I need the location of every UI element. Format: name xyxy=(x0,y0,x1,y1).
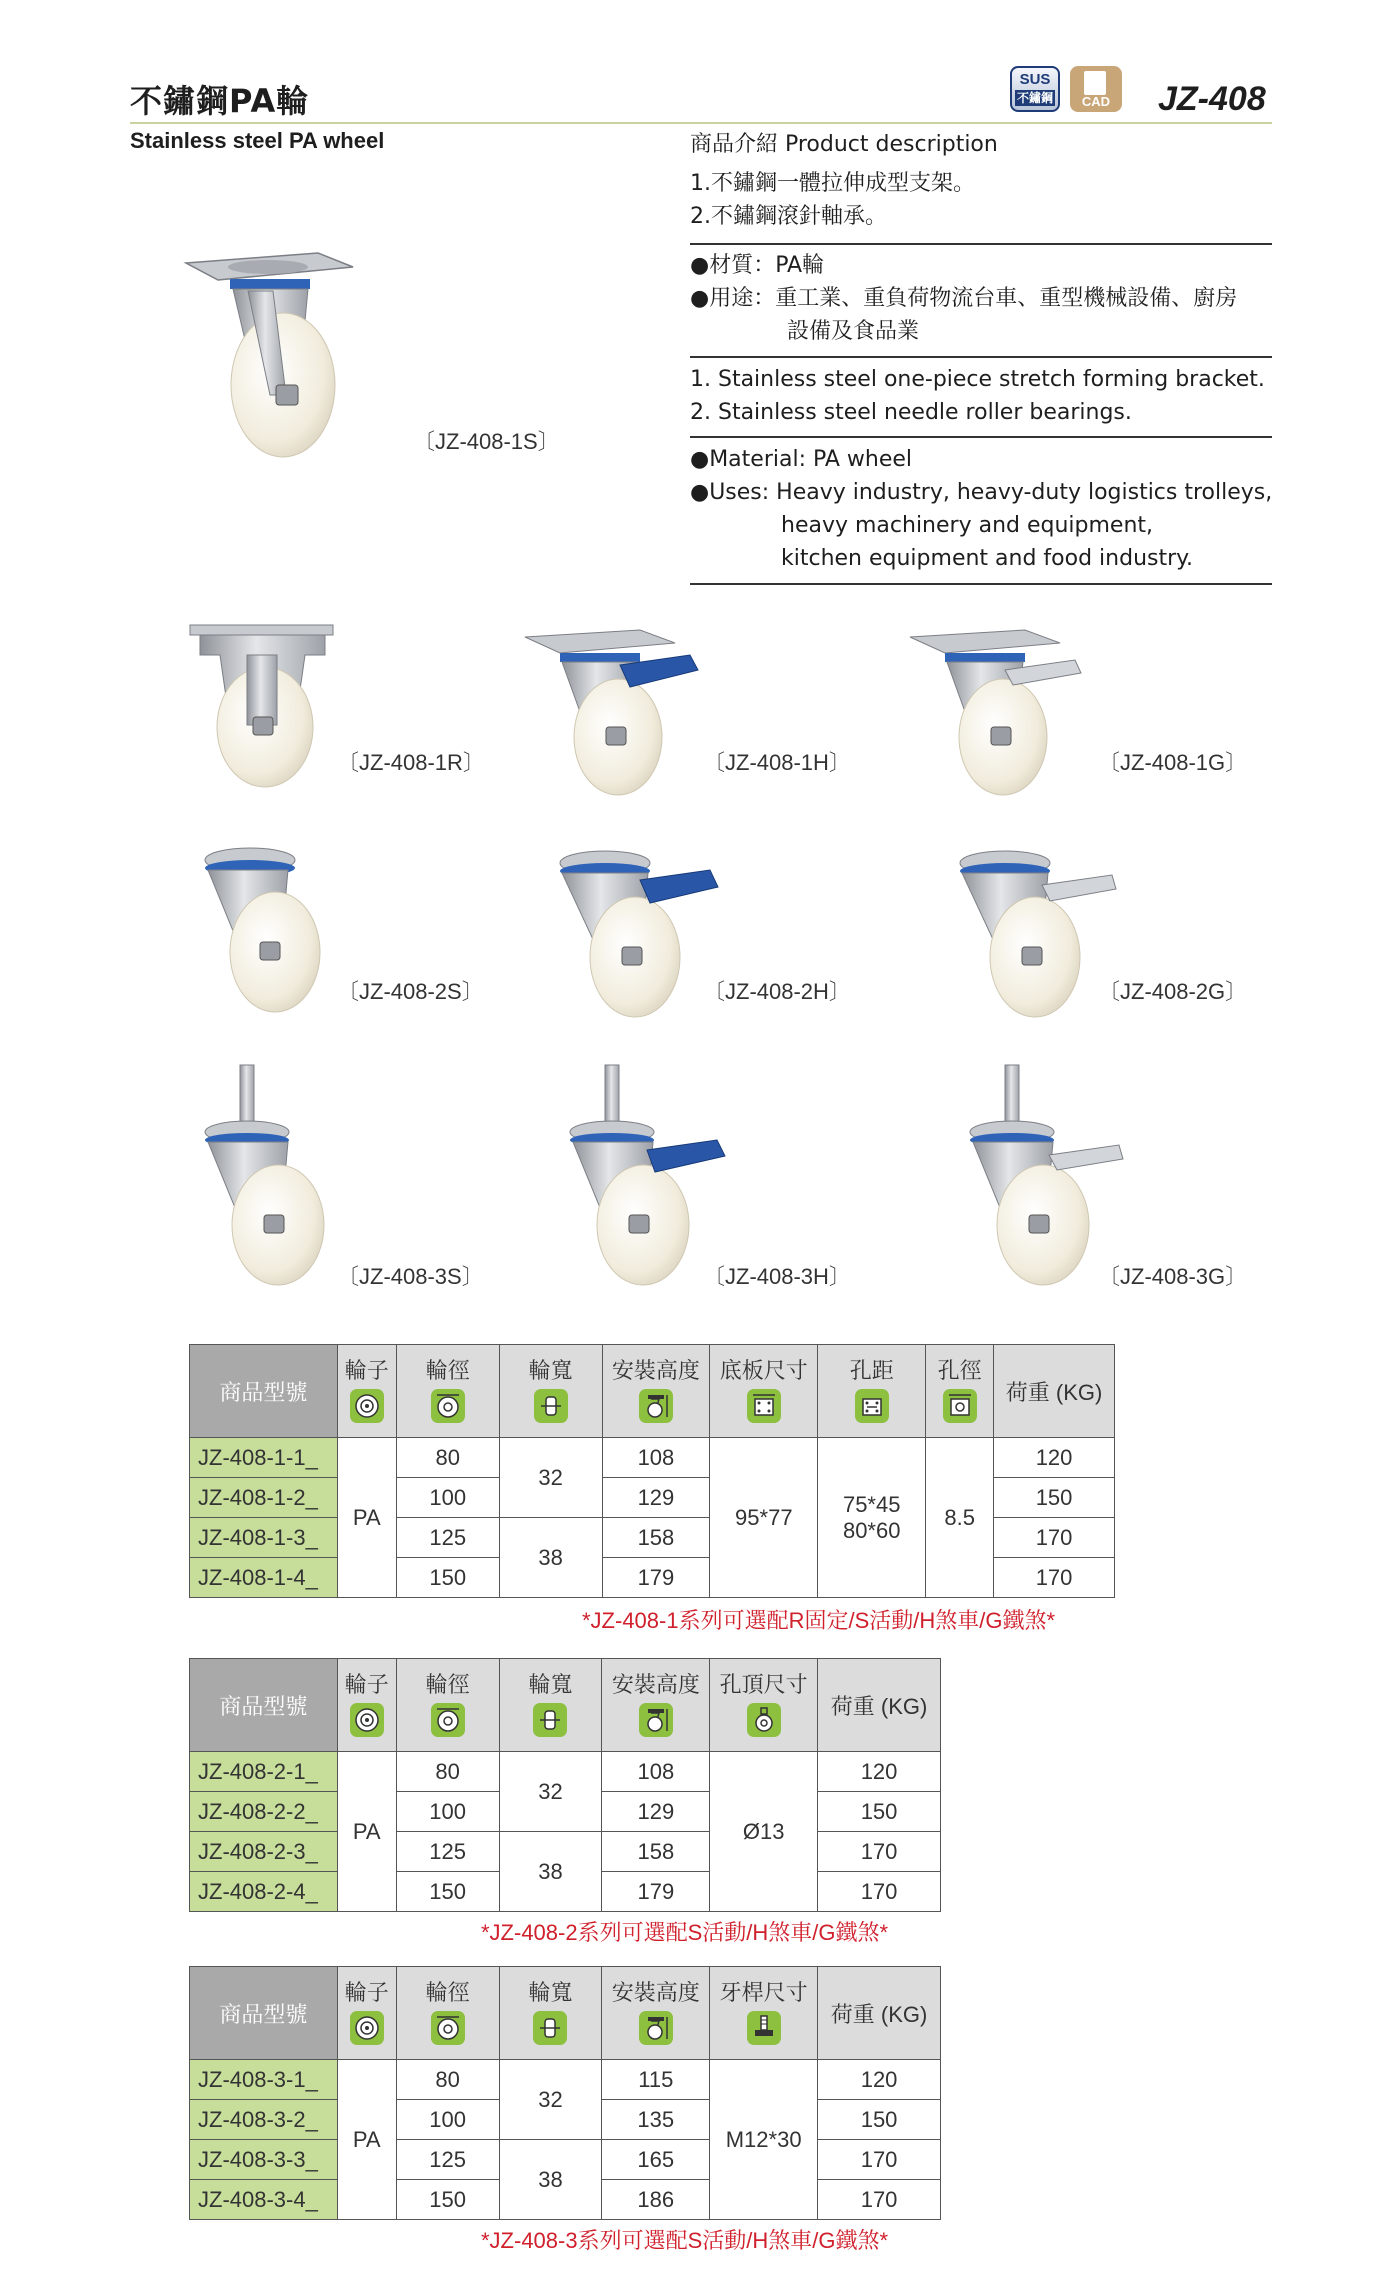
header-diameter: 輪徑 xyxy=(396,1659,499,1752)
load-capacity: 170 xyxy=(994,1518,1115,1558)
hole-spacing-icon xyxy=(855,1389,889,1423)
caster-image-1g xyxy=(905,625,1090,800)
table-row-model: JZ-408-1-3_ xyxy=(190,1518,338,1558)
mount-height: 186 xyxy=(602,2180,710,2220)
spec-table-series-3 xyxy=(189,1966,941,2220)
caster-image-1s xyxy=(178,245,368,465)
hole-spacing: 75*45 80*60 xyxy=(818,1438,926,1598)
diameter-icon xyxy=(431,1703,465,1737)
header-mount-height: 安裝高度 xyxy=(602,1345,710,1438)
table-row-model: JZ-408-1-2_ xyxy=(190,1478,338,1518)
mount-height: 129 xyxy=(602,1478,710,1518)
plate-size: 95*77 xyxy=(710,1438,818,1598)
table-row-model: JZ-408-2-1_ xyxy=(190,1752,338,1792)
mount-height: 165 xyxy=(602,2140,710,2180)
mount-height: 179 xyxy=(602,1872,710,1912)
series-note: *JZ-408-1系列可選配R固定/S活動/H煞車/G鐵煞* xyxy=(582,1608,1056,1633)
table-row-model: JZ-408-3-3_ xyxy=(190,2140,338,2180)
table-row-model: JZ-408-2-4_ xyxy=(190,1872,338,1912)
wheel-diameter: 125 xyxy=(396,1518,499,1558)
header-load: 荷重 (KG) xyxy=(818,1659,941,1752)
page-subtitle: Stainless steel PA wheel xyxy=(130,128,385,153)
description-zh-point-1: 1.不鏽鋼一體拉伸成型支架。 xyxy=(690,171,975,196)
table-row-model: JZ-408-3-1_ xyxy=(190,2060,338,2100)
wheel-width: 32 xyxy=(499,1752,602,1832)
wheel-diameter: 80 xyxy=(396,1752,499,1792)
diameter-icon xyxy=(431,2011,465,2045)
spec-table-series-1 xyxy=(189,1344,1115,1598)
description-en-uses: ●Uses: Heavy industry, heavy-duty logistics trolleys, xyxy=(690,480,1273,505)
wheel-diameter: 80 xyxy=(396,2060,499,2100)
load-capacity: 120 xyxy=(818,1752,941,1792)
header-diameter: 輪徑 xyxy=(396,1345,499,1438)
mount-height: 179 xyxy=(602,1558,710,1598)
width-icon xyxy=(533,2011,567,2045)
description-heading: 商品介紹 Product description xyxy=(690,132,998,157)
product-caption: 〔JZ-408-3H〕 xyxy=(703,1264,851,1289)
mount-height: 115 xyxy=(602,2060,710,2100)
header-wheel: 輪子 xyxy=(337,1345,396,1438)
load-capacity: 170 xyxy=(818,1832,941,1872)
header-mount-height: 安裝高度 xyxy=(602,1967,710,2060)
product-caption: 〔JZ-408-2S〕 xyxy=(337,979,484,1004)
header-hole-spacing: 孔距 xyxy=(818,1345,926,1438)
table-row-model: JZ-408-3-2_ xyxy=(190,2100,338,2140)
cad-download-icon[interactable] xyxy=(1070,66,1122,112)
header-model: 商品型號 xyxy=(190,1345,338,1438)
description-en-point-1: 1. Stainless steel one-piece stretch forming bracket. xyxy=(690,367,1265,392)
caster-image-2s xyxy=(190,840,345,1015)
caster-image-3g xyxy=(955,1060,1135,1290)
mount-height: 108 xyxy=(602,1752,710,1792)
load-capacity: 150 xyxy=(818,1792,941,1832)
width-icon xyxy=(533,1703,567,1737)
header-mount-height: 安裝高度 xyxy=(602,1659,710,1752)
load-capacity: 120 xyxy=(994,1438,1115,1478)
description-zh-uses: ●用途：重工業、重負荷物流台車、重型機械設備、廚房 xyxy=(690,286,1238,311)
product-caption: 〔JZ-408-1H〕 xyxy=(703,750,851,775)
sus-badge-subtext: 不鏽鋼 xyxy=(1016,91,1053,105)
mount-height: 158 xyxy=(602,1518,710,1558)
load-capacity: 150 xyxy=(994,1478,1115,1518)
table-row-model: JZ-408-2-3_ xyxy=(190,1832,338,1872)
wheel-diameter: 100 xyxy=(396,1792,499,1832)
header-width: 輪寬 xyxy=(499,1967,602,2060)
header-diameter: 輪徑 xyxy=(396,1967,499,2060)
cad-badge-text: CAD xyxy=(1081,94,1111,109)
load-capacity: 170 xyxy=(818,2180,941,2220)
header-model: 商品型號 xyxy=(190,1967,338,2060)
hole-diameter: 8.5 xyxy=(926,1438,994,1598)
width-icon xyxy=(534,1389,568,1423)
sus-badge-text: SUS xyxy=(1019,71,1051,88)
series-note: *JZ-408-3系列可選配S活動/H煞車/G鐵煞* xyxy=(481,2228,889,2253)
header-model: 商品型號 xyxy=(190,1659,338,1752)
hole-diameter-icon xyxy=(943,1389,977,1423)
load-capacity: 170 xyxy=(818,1872,941,1912)
model-code: JZ-408 xyxy=(1158,80,1266,118)
wheel-material: PA xyxy=(337,1438,396,1598)
description-divider xyxy=(690,583,1272,585)
load-capacity: 170 xyxy=(818,2140,941,2180)
table-row-model: JZ-408-1-4_ xyxy=(190,1558,338,1598)
table-row-model: JZ-408-3-4_ xyxy=(190,2180,338,2220)
threaded-stem-icon xyxy=(747,2011,781,2045)
caster-image-3h xyxy=(555,1060,735,1290)
header-width: 輪寬 xyxy=(499,1345,602,1438)
wheel-width: 38 xyxy=(499,1832,602,1912)
wheel-diameter: 125 xyxy=(396,1832,499,1872)
mount-height: 129 xyxy=(602,1792,710,1832)
wheel-diameter: 100 xyxy=(396,1478,499,1518)
wheel-width: 38 xyxy=(499,1518,602,1598)
plate-size-icon xyxy=(747,1389,781,1423)
series-note: *JZ-408-2系列可選配S活動/H煞車/G鐵煞* xyxy=(481,1920,889,1945)
wheel-diameter: 150 xyxy=(396,2180,499,2220)
header-top-hole-size: 孔頂尺寸 xyxy=(710,1659,818,1752)
description-en-material: ●Material: PA wheel xyxy=(690,447,912,472)
description-divider xyxy=(690,243,1272,245)
product-caption: 〔JZ-408-3S〕 xyxy=(337,1264,484,1289)
mount-height: 108 xyxy=(602,1438,710,1478)
load-capacity: 150 xyxy=(818,2100,941,2140)
wheel-width: 32 xyxy=(499,2060,602,2140)
caster-image-1r xyxy=(185,615,340,790)
diameter-icon xyxy=(431,1389,465,1423)
wheel-icon xyxy=(350,2011,384,2045)
page-title: 不鏽鋼PA輪 xyxy=(130,82,310,120)
mount-height: 135 xyxy=(602,2100,710,2140)
header-width: 輪寬 xyxy=(499,1659,602,1752)
product-caption: 〔JZ-408-1S〕 xyxy=(413,429,560,454)
sus-badge-icon xyxy=(1010,66,1060,112)
description-en-uses-cont: kitchen equipment and food industry. xyxy=(781,546,1194,571)
document-icon xyxy=(1084,71,1106,95)
description-divider xyxy=(690,356,1272,358)
wheel-diameter: 125 xyxy=(396,2140,499,2180)
product-caption: 〔JZ-408-1G〕 xyxy=(1098,750,1248,775)
description-zh-material: ●材質：PA輪 xyxy=(690,253,825,278)
description-divider xyxy=(690,436,1272,438)
wheel-diameter: 150 xyxy=(396,1558,499,1598)
load-capacity: 170 xyxy=(994,1558,1115,1598)
load-capacity: 120 xyxy=(818,2060,941,2100)
table-row-model: JZ-408-1-1_ xyxy=(190,1438,338,1478)
wheel-diameter: 150 xyxy=(396,1872,499,1912)
product-caption: 〔JZ-408-3G〕 xyxy=(1098,1264,1248,1289)
description-zh-point-2: 2.不鏽鋼滾針軸承。 xyxy=(690,204,887,229)
top-hole-icon xyxy=(747,1703,781,1737)
header-divider xyxy=(130,122,1272,124)
caster-image-1h xyxy=(520,625,705,800)
header-wheel: 輪子 xyxy=(337,1659,396,1752)
product-caption: 〔JZ-408-1R〕 xyxy=(337,750,485,775)
description-en-uses-cont: heavy machinery and equipment, xyxy=(781,513,1154,538)
header-hole-diameter: 孔徑 xyxy=(926,1345,994,1438)
description-zh-uses-cont: 設備及食品業 xyxy=(787,319,920,344)
header-load: 荷重 (KG) xyxy=(994,1345,1115,1438)
wheel-width: 38 xyxy=(499,2140,602,2220)
wheel-diameter: 100 xyxy=(396,2100,499,2140)
header-load: 荷重 (KG) xyxy=(818,1967,941,2060)
wheel-material: PA xyxy=(337,2060,396,2220)
spec-table-series-2 xyxy=(189,1658,941,1912)
header-plate-size: 底板尺寸 xyxy=(710,1345,818,1438)
mount-height-icon xyxy=(639,1703,673,1737)
mount-height: 158 xyxy=(602,1832,710,1872)
top-hole-size: Ø13 xyxy=(710,1752,818,1912)
wheel-material: PA xyxy=(337,1752,396,1912)
wheel-icon xyxy=(350,1703,384,1737)
header-wheel: 輪子 xyxy=(337,1967,396,2060)
mount-height-icon xyxy=(639,1389,673,1423)
wheel-diameter: 80 xyxy=(396,1438,499,1478)
wheel-icon xyxy=(350,1389,384,1423)
description-en-point-2: 2. Stainless steel needle roller bearings. xyxy=(690,400,1132,425)
wheel-width: 32 xyxy=(499,1438,602,1518)
table-row-model: JZ-408-2-2_ xyxy=(190,1792,338,1832)
header-thread-size: 牙桿尺寸 xyxy=(710,1967,818,2060)
mount-height-icon xyxy=(639,2011,673,2045)
product-caption: 〔JZ-408-2G〕 xyxy=(1098,979,1248,1004)
product-caption: 〔JZ-408-2H〕 xyxy=(703,979,851,1004)
caster-image-3s xyxy=(190,1060,350,1290)
thread-size: M12*30 xyxy=(710,2060,818,2220)
